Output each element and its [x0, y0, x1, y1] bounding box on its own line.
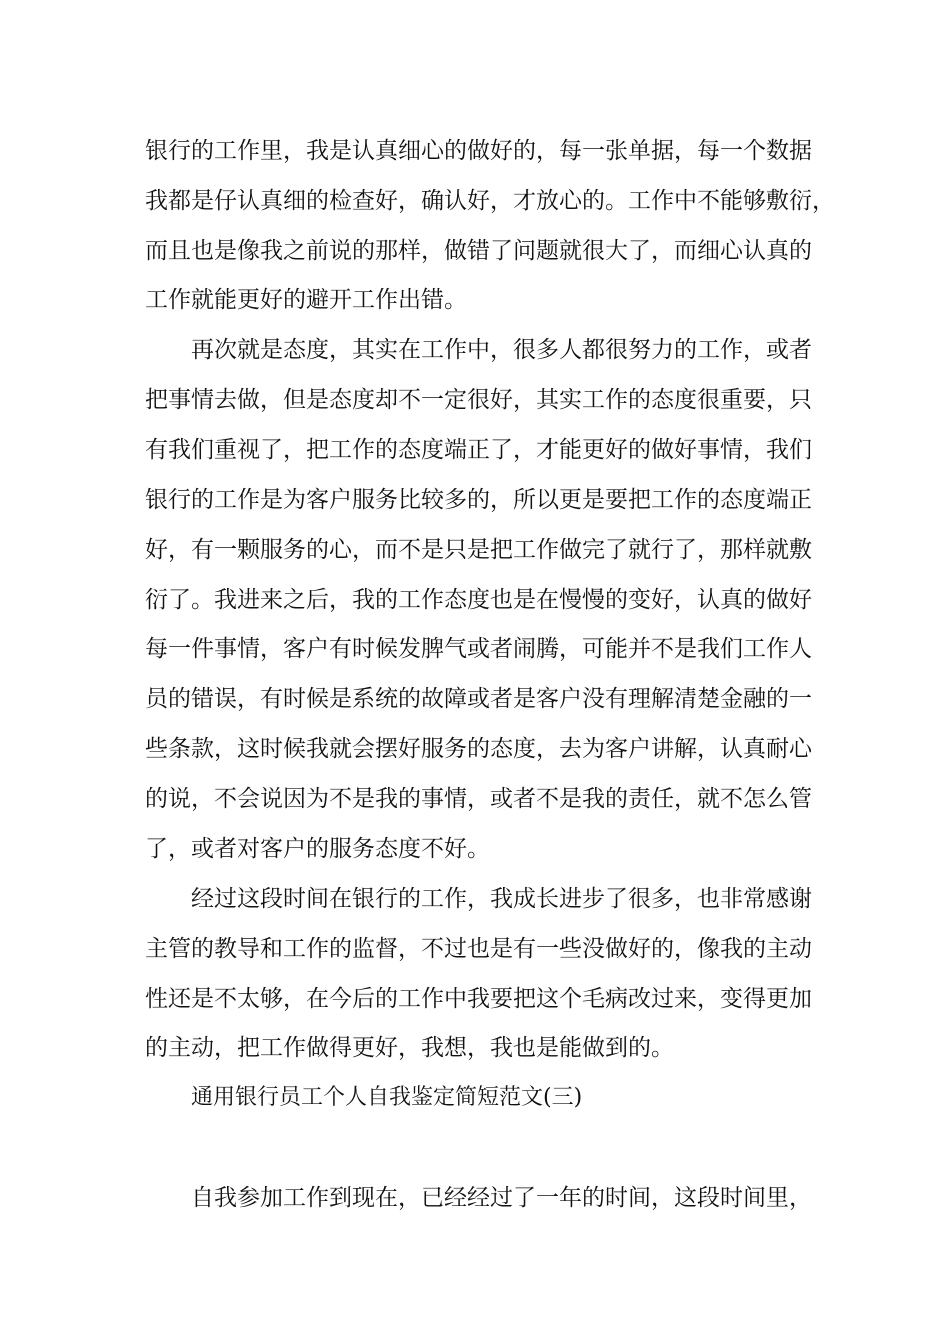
text-line: 工作就能更好的避开工作出错。: [145, 287, 467, 313]
text-line: 银行的工作里，我是认真细心的做好的，每一张单据，每一个数据: [145, 138, 812, 164]
text-line: 性还是不太够，在今后的工作中我要把这个毛病改过来，变得更加: [145, 986, 812, 1012]
text-line: 员的错误，有时候是系统的故障或者是客户没有理解清楚金融的一: [145, 686, 812, 712]
paragraph-start-line: 经过这段时间在银行的工作，我成长进步了很多，也非常感谢: [191, 886, 812, 912]
text-line: 的主动，把工作做得更好，我想，我也是能做到的。: [145, 1035, 674, 1061]
text-line: 好，有一颗服务的心，而不是只是把工作做完了就行了，那样就敷: [145, 537, 812, 563]
text-line: 把事情去做，但是态度却不一定很好，其实工作的态度很重要，只: [145, 387, 812, 413]
section-heading: 通用银行员工个人自我鉴定简短范文(三): [191, 1085, 583, 1110]
text-line: 每一件事情，客户有时候发脾气或者闹腾，可能并不是我们工作人: [145, 636, 812, 662]
text-line: 衍了。我进来之后，我的工作态度也是在慢慢的变好，认真的做好: [145, 587, 812, 613]
text-line: 了，或者对客户的服务态度不好。: [145, 836, 490, 862]
text-line: 些条款，这时候我就会摆好服务的态度，去为客户讲解，认真耐心: [145, 736, 812, 762]
text-line: 有我们重视了，把工作的态度端正了，才能更好的做好事情，我们: [145, 437, 812, 463]
text-line: 我都是仔认真细的检查好，确认好，才放心的。工作中不能够敷衍，: [145, 188, 835, 214]
text-line: 而且也是像我之前说的那样，做错了问题就很大了，而细心认真的: [145, 238, 812, 264]
text-line: 主管的教导和工作的监督，不过也是有一些没做好的，像我的主动: [145, 936, 812, 962]
paragraph-start-line: 再次就是态度，其实在工作中，很多人都很努力的工作，或者: [191, 337, 812, 363]
text-line: 银行的工作是为客户服务比较多的，所以更是要把工作的态度端正: [145, 487, 812, 513]
text-line: 的说，不会说因为不是我的事情，或者不是我的责任，就不怎么管: [145, 786, 812, 812]
paragraph-start-line: 自我参加工作到现在，已经经过了一年的时间，这段时间里，: [191, 1185, 812, 1211]
